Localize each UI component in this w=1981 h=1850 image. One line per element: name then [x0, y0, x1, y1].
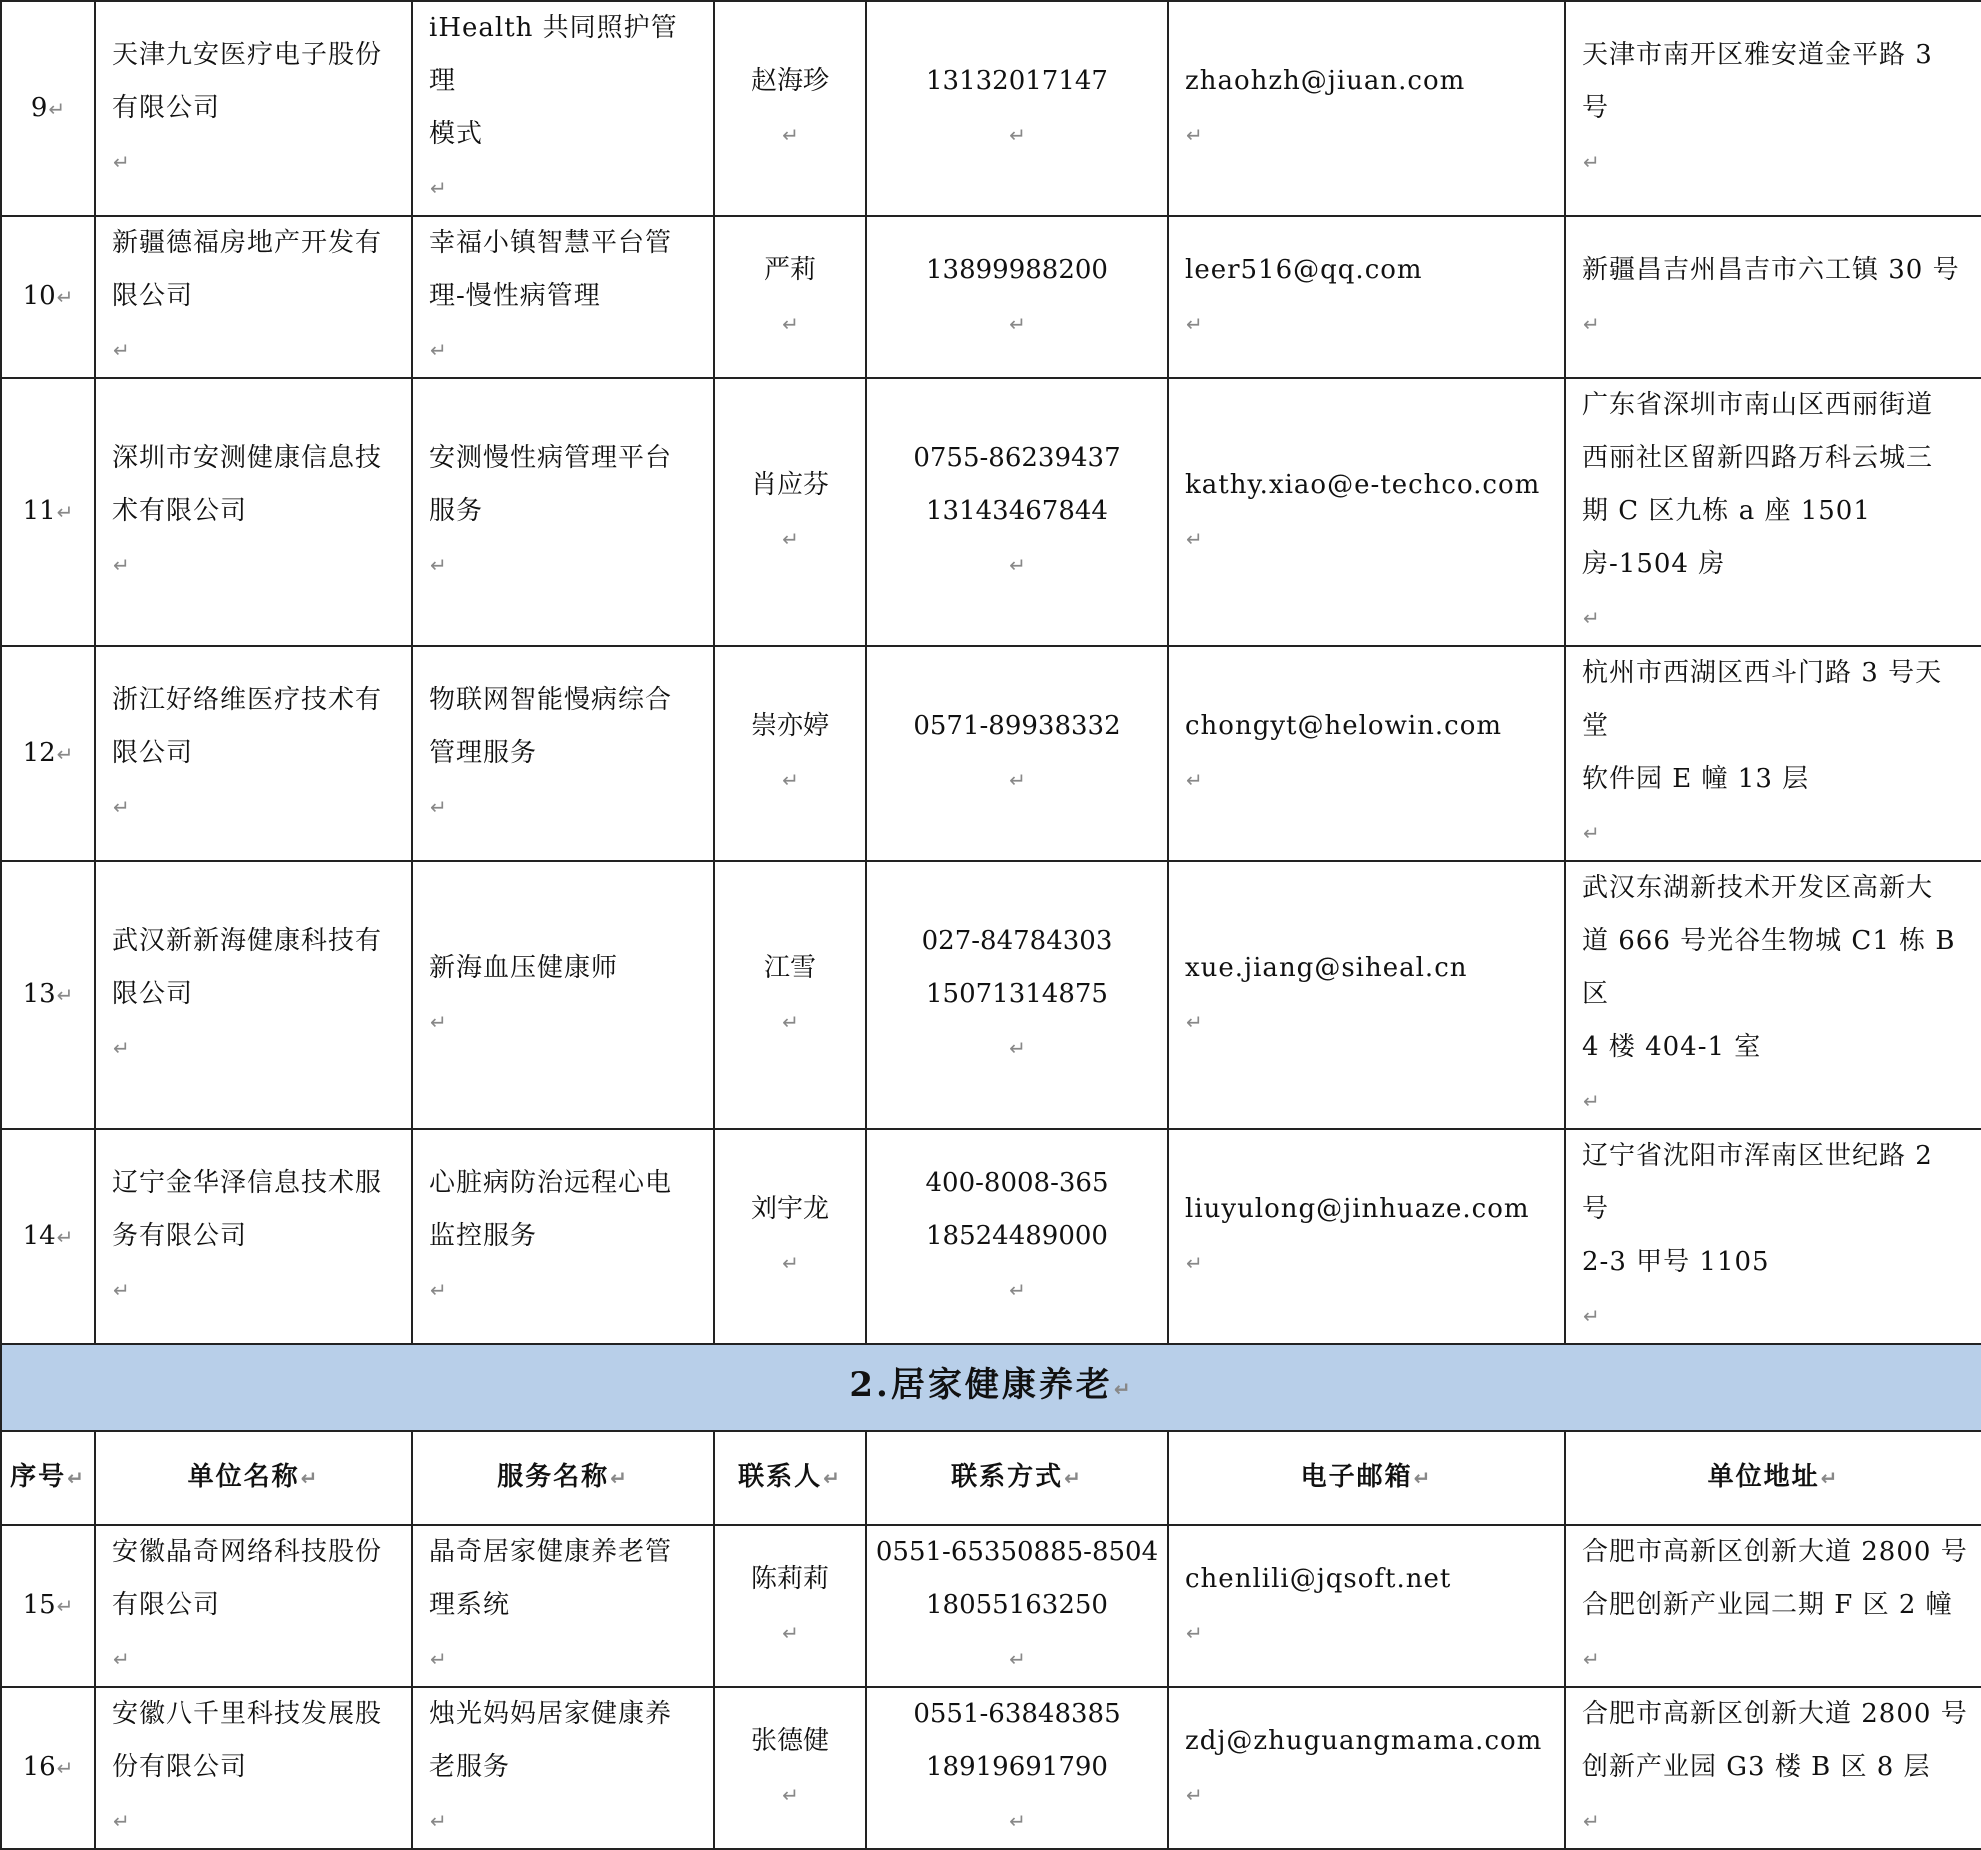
return-mark-icon: ↵ — [1186, 1782, 1204, 1807]
row-number-cell — [1, 216, 95, 378]
row-number: 9 — [30, 92, 48, 123]
section-title-cell — [1, 1344, 1981, 1431]
return-mark-icon: ↵ — [56, 983, 74, 1007]
return-mark-icon: ↵ — [430, 1009, 448, 1034]
unit-address: 合肥市高新区创新大道 2800 号 创新产业园 G3 楼 B 区 8 层 — [1582, 1699, 1968, 1782]
return-mark-icon: ↵ — [782, 1620, 799, 1645]
phone-number-cell — [866, 861, 1168, 1129]
service-name-cell — [412, 216, 714, 378]
phone-number: 027-84784303 15071314875 — [921, 926, 1113, 1009]
return-mark-icon: ↵ — [113, 149, 131, 174]
phone-number-cell — [866, 1687, 1168, 1849]
return-mark-icon: ↵ — [1583, 1304, 1601, 1328]
row-number: 12 — [22, 737, 56, 768]
return-mark-icon: ↵ — [113, 553, 131, 577]
unit-name: 安徽晶奇网络科技股份 有限公司 — [112, 1537, 383, 1620]
row-number: 11 — [22, 496, 56, 526]
unit-address: 广东省深圳市南山区西丽街道 西丽社区留新四路万科云城三 期 C 区九栋 a 座 1501 房-1504 房 — [1582, 390, 1934, 579]
return-mark-icon: ↵ — [782, 311, 799, 336]
return-mark-icon: ↵ — [1413, 1466, 1433, 1490]
header-phone-label: 联系方式 — [951, 1462, 1064, 1492]
return-mark-icon: ↵ — [1009, 1036, 1026, 1060]
unit-name-cell — [95, 216, 412, 378]
row-number: 13 — [22, 979, 56, 1009]
table-row — [1, 861, 1981, 1129]
phone-number: 400-8008-365 18524489000 — [925, 1167, 1109, 1251]
unit-name-cell — [95, 1687, 412, 1849]
unit-name-cell — [95, 378, 412, 646]
header-service-name — [412, 1431, 714, 1525]
return-mark-icon: ↵ — [1583, 821, 1601, 845]
unit-address: 天津市南开区雅安道金平路 3 号 — [1582, 39, 1933, 123]
row-number-cell — [1, 1687, 95, 1849]
email-address-cell — [1168, 1687, 1565, 1849]
email-address-cell — [1168, 378, 1565, 646]
return-mark-icon: ↵ — [113, 1277, 131, 1302]
unit-address-cell — [1565, 1525, 1981, 1687]
table-body-top — [1, 1, 1981, 1344]
return-mark-icon: ↵ — [782, 1782, 799, 1807]
row-number: 10 — [22, 281, 56, 311]
return-mark-icon: ↵ — [56, 500, 74, 524]
unit-name-cell — [95, 1129, 412, 1344]
section-banner-body — [1, 1344, 1981, 1525]
phone-number-cell — [866, 646, 1168, 861]
return-mark-icon: ↵ — [56, 1224, 74, 1249]
unit-name-cell — [95, 646, 412, 861]
email-address-cell — [1168, 216, 1565, 378]
unit-address-cell — [1565, 861, 1981, 1129]
unit-name-cell — [95, 1, 412, 216]
phone-number: 0551-63848385 18919691790 — [913, 1699, 1121, 1782]
unit-address: 杭州市西湖区西斗门路 3 号天堂 软件园 E 幢 13 层 — [1582, 658, 1943, 794]
return-mark-icon: ↵ — [823, 1466, 842, 1490]
email-address-cell — [1168, 1525, 1565, 1687]
return-mark-icon: ↵ — [1113, 1377, 1134, 1401]
contact-person: 严莉 — [763, 254, 816, 285]
return-mark-icon: ↵ — [1583, 606, 1601, 630]
return-mark-icon: ↵ — [430, 338, 448, 362]
header-number-label: 序号 — [10, 1462, 67, 1492]
table-row — [1, 1, 1981, 216]
unit-address-cell — [1565, 1687, 1981, 1849]
contact-person: 刘宇龙 — [750, 1194, 829, 1224]
contact-person: 江雪 — [763, 952, 816, 983]
return-mark-icon: ↵ — [1186, 123, 1204, 147]
contact-person-cell — [714, 1129, 866, 1344]
contact-person-cell — [714, 861, 866, 1129]
service-name-cell — [412, 1687, 714, 1849]
phone-number-cell — [866, 1129, 1168, 1344]
phone-number: 0571-89938332 — [913, 711, 1121, 741]
email-address-cell — [1168, 1129, 1565, 1344]
phone-number-cell — [866, 1525, 1168, 1687]
unit-name: 武汉新新海健康科技有 限公司 — [112, 926, 383, 1009]
service-name-cell — [412, 1129, 714, 1344]
return-mark-icon: ↵ — [430, 553, 448, 577]
email-address: zdj@zhuguangmama.com — [1185, 1725, 1543, 1756]
unit-address-cell — [1565, 378, 1981, 646]
email-address-cell — [1168, 861, 1565, 1129]
table-row — [1, 1129, 1981, 1344]
return-mark-icon: ↵ — [56, 1756, 74, 1780]
email-address: liuyulong@jinhuaze.com — [1185, 1194, 1530, 1224]
contact-person-cell — [714, 646, 866, 861]
return-mark-icon: ↵ — [782, 123, 799, 147]
row-number: 16 — [22, 1752, 56, 1782]
return-mark-icon: ↵ — [113, 1036, 131, 1060]
service-name: 新海血压健康师 — [429, 952, 619, 983]
header-contact — [714, 1431, 866, 1525]
unit-name: 辽宁金华泽信息技术服 务有限公司 — [112, 1167, 383, 1251]
service-name: 晶奇居家健康养老管 理系统 — [429, 1537, 673, 1620]
return-mark-icon: ↵ — [1009, 311, 1026, 336]
return-mark-icon: ↵ — [1186, 311, 1204, 336]
return-mark-icon: ↵ — [1186, 1009, 1204, 1034]
phone-number-cell — [866, 378, 1168, 646]
service-name-cell — [412, 1525, 714, 1687]
header-address — [1565, 1431, 1981, 1525]
contact-person: 赵海珍 — [750, 66, 829, 96]
unit-address: 新疆昌吉州昌吉市六工镇 30 号 — [1582, 254, 1960, 285]
email-address: kathy.xiao@e-techco.com — [1185, 469, 1541, 500]
unit-address: 武汉东湖新技术开发区高新大 道 666 号光谷生物城 C1 栋 B 区 4 楼 404-1 室 — [1582, 873, 1956, 1062]
return-mark-icon: ↵ — [48, 96, 66, 121]
return-mark-icon: ↵ — [1820, 1466, 1840, 1490]
contact-person-cell — [714, 216, 866, 378]
return-mark-icon: ↵ — [56, 741, 74, 766]
return-mark-icon: ↵ — [113, 1809, 131, 1833]
email-address: leer516@qq.com — [1185, 254, 1423, 285]
return-mark-icon: ↵ — [1583, 149, 1601, 174]
unit-name-cell — [95, 1525, 412, 1687]
header-email-label: 电子邮箱 — [1300, 1462, 1413, 1492]
email-address-cell — [1168, 1, 1565, 216]
return-mark-icon: ↵ — [610, 1466, 629, 1490]
return-mark-icon: ↵ — [1009, 768, 1026, 792]
return-mark-icon: ↵ — [430, 794, 448, 819]
table-body-bottom — [1, 1525, 1981, 1849]
row-number-cell — [1, 861, 95, 1129]
contact-person-cell — [714, 1525, 866, 1687]
return-mark-icon: ↵ — [1009, 1647, 1026, 1671]
phone-number-cell — [866, 1, 1168, 216]
table-row — [1, 1525, 1981, 1687]
table-row — [1, 1687, 1981, 1849]
service-name-cell — [412, 861, 714, 1129]
return-mark-icon: ↵ — [1186, 768, 1204, 792]
return-mark-icon: ↵ — [782, 526, 799, 551]
table-row — [1, 378, 1981, 646]
return-mark-icon: ↵ — [430, 1277, 448, 1302]
service-name: 物联网智能慢病综合 管理服务 — [429, 684, 673, 768]
phone-number-cell — [866, 216, 1168, 378]
unit-address-cell — [1565, 1, 1981, 216]
unit-address-cell — [1565, 1129, 1981, 1344]
row-number-cell — [1, 1, 95, 216]
row-number-cell — [1, 646, 95, 861]
contact-person: 崇亦婷 — [750, 711, 829, 741]
header-service-name-label: 服务名称 — [497, 1462, 610, 1492]
email-address: chongyt@helowin.com — [1185, 711, 1503, 741]
return-mark-icon: ↵ — [113, 794, 131, 819]
unit-address: 合肥市高新区创新大道 2800 号 合肥创新产业园二期 F 区 2 幢 — [1582, 1537, 1968, 1620]
return-mark-icon: ↵ — [113, 338, 131, 362]
header-email — [1168, 1431, 1565, 1525]
unit-name: 浙江好络维医疗技术有 限公司 — [112, 684, 383, 768]
unit-address-cell — [1565, 646, 1981, 861]
return-mark-icon: ↵ — [1186, 526, 1204, 551]
unit-address-cell — [1565, 216, 1981, 378]
contact-person: 张德健 — [750, 1725, 829, 1756]
return-mark-icon: ↵ — [782, 768, 799, 792]
return-mark-icon: ↵ — [1064, 1466, 1083, 1490]
row-number: 14 — [22, 1220, 56, 1251]
header-address-label: 单位地址 — [1707, 1462, 1820, 1492]
table-row — [1, 646, 1981, 861]
return-mark-icon: ↵ — [430, 176, 448, 200]
unit-name: 安徽八千里科技发展股 份有限公司 — [112, 1699, 383, 1782]
row-number-cell — [1, 1525, 95, 1687]
return-mark-icon: ↵ — [782, 1009, 799, 1034]
return-mark-icon: ↵ — [1009, 1277, 1026, 1302]
return-mark-icon: ↵ — [1009, 553, 1026, 577]
return-mark-icon: ↵ — [56, 1594, 74, 1618]
return-mark-icon: ↵ — [430, 1809, 448, 1833]
header-contact-label: 联系人 — [738, 1462, 823, 1492]
return-mark-icon: ↵ — [1186, 1620, 1204, 1645]
email-address: zhaohzh@jiuan.com — [1185, 66, 1466, 96]
unit-name: 深圳市安测健康信息技 术有限公司 — [112, 443, 383, 526]
phone-number: 13132017147 — [926, 66, 1108, 96]
section-title: 2.居家健康养老 — [849, 1365, 1113, 1405]
service-name-cell — [412, 378, 714, 646]
contact-person: 肖应芬 — [750, 469, 829, 500]
contact-person-cell — [714, 1, 866, 216]
return-mark-icon: ↵ — [430, 1647, 448, 1671]
header-unit-name — [95, 1431, 412, 1525]
phone-number: 0755-86239437 13143467844 — [913, 443, 1121, 526]
unit-address: 辽宁省沈阳市浑南区世纪路 2 号 2-3 甲号 1105 — [1582, 1141, 1933, 1277]
unit-name-cell — [95, 861, 412, 1129]
contact-person-cell — [714, 378, 866, 646]
phone-number: 13899988200 — [926, 254, 1108, 285]
email-address: xue.jiang@siheal.cn — [1185, 952, 1468, 983]
return-mark-icon: ↵ — [56, 285, 74, 309]
row-number-cell — [1, 1129, 95, 1344]
header-unit-name-label: 单位名称 — [187, 1462, 300, 1492]
unit-name: 天津九安医疗电子股份 有限公司 — [112, 39, 383, 123]
return-mark-icon: ↵ — [1186, 1251, 1204, 1275]
contact-person: 陈莉莉 — [750, 1563, 829, 1594]
service-name: 安测慢性病管理平台 服务 — [429, 443, 673, 526]
service-name: iHealth 共同照护管理 模式 — [429, 13, 678, 149]
return-mark-icon: ↵ — [1583, 311, 1601, 336]
return-mark-icon: ↵ — [67, 1466, 86, 1490]
return-mark-icon: ↵ — [1009, 123, 1026, 147]
table-row — [1, 216, 1981, 378]
service-name: 幸福小镇智慧平台管 理-慢性病管理 — [429, 228, 673, 311]
return-mark-icon: ↵ — [1009, 1809, 1026, 1833]
header-phone — [866, 1431, 1168, 1525]
return-mark-icon: ↵ — [300, 1466, 320, 1490]
service-name-cell — [412, 646, 714, 861]
return-mark-icon: ↵ — [782, 1251, 799, 1275]
service-name: 心脏病防治远程心电 监控服务 — [429, 1167, 673, 1251]
column-header-row — [1, 1431, 1981, 1525]
service-name: 烛光妈妈居家健康养 老服务 — [429, 1699, 673, 1782]
return-mark-icon: ↵ — [1583, 1647, 1601, 1671]
contact-person-cell — [714, 1687, 866, 1849]
email-address: chenlili@jqsoft.net — [1185, 1563, 1452, 1594]
row-number: 15 — [22, 1590, 56, 1620]
unit-name: 新疆德福房地产开发有 限公司 — [112, 228, 383, 311]
header-number — [1, 1431, 95, 1525]
service-name-cell — [412, 1, 714, 216]
email-address-cell — [1168, 646, 1565, 861]
section-banner-row — [1, 1344, 1981, 1431]
row-number-cell — [1, 378, 95, 646]
phone-number: 0551-65350885-8504 18055163250 — [875, 1537, 1159, 1620]
return-mark-icon: ↵ — [1583, 1809, 1601, 1833]
return-mark-icon: ↵ — [113, 1647, 131, 1671]
return-mark-icon: ↵ — [1583, 1089, 1601, 1113]
